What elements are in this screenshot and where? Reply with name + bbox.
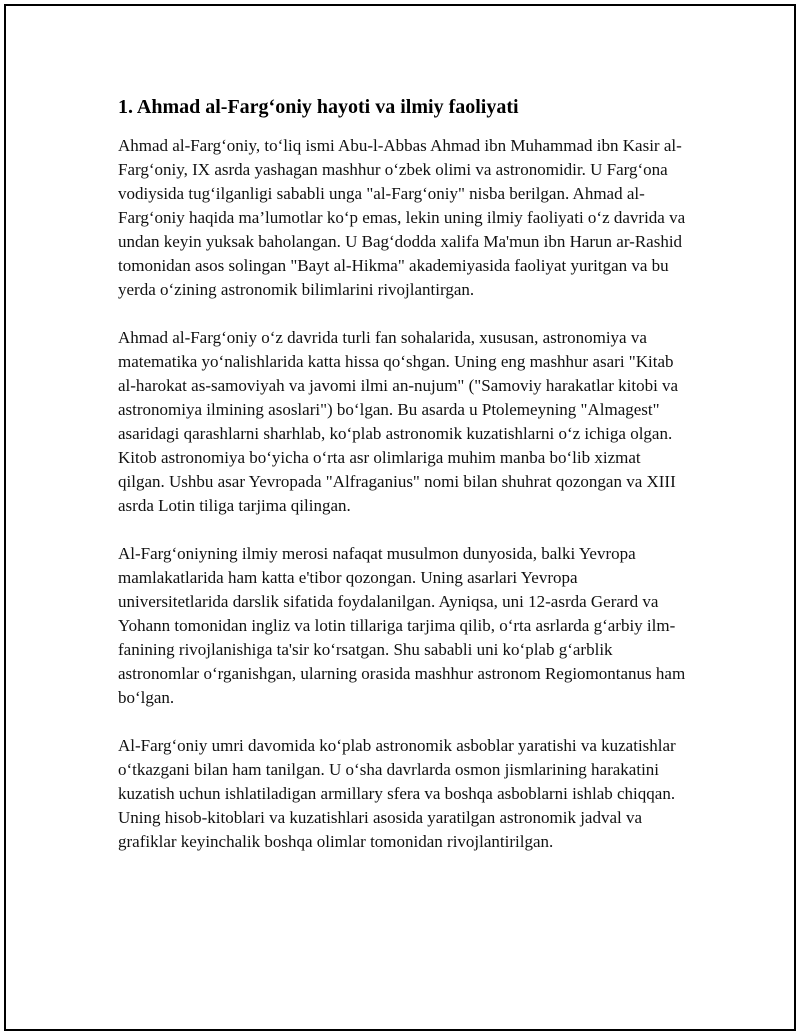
- paragraph-4: Al-Farg‘oniy umri davomida ko‘plab astronomik asboblar yaratishi va kuzatishlar o‘tkazgani bilan ham tanilgan. U o‘sha davrlarda osmon jismlarining harakatini kuzatish uchun ishlatiladigan armillary sfera va boshqa asboblarni ishlab chiqqan. Uning hisob-kitoblari va kuzatishlari asosida yaratilgan astronomik jadval va grafiklar keyinchalik boshqa olimlar tomonidan rivojlantirilgan.: [118, 736, 676, 851]
- section-heading: 1. Ahmad al-Farg‘oniy hayoti va ilmiy faoliyati: [118, 96, 519, 118]
- paragraph-1: Ahmad al-Farg‘oniy, to‘liq ismi Abu-l-Abbas Ahmad ibn Muhammad ibn Kasir al-Farg‘oniy, IX asrda yashagan mashhur o‘zbek olimi va astronomidir. U Farg‘ona vodiysida tug‘ilganligi sababli unga "al-Farg‘oniy" nisba berilgan. Ahmad al-Farg‘oniy haqida ma’lumotlar ko‘p emas, lekin uning ilmiy faoliyati o‘z davrida va undan keyin yuksak baholangan. U Bag‘dodda xalifa Ma'mun ibn Harun ar-Rashid tomonidan asos solingan "Bayt al-Hikma" akademiyasida faoliyat yuritgan va bu yerda o‘zining astronomik bilimlarini rivojlantirgan.: [118, 136, 686, 299]
- document-body: [116, 94, 686, 878]
- paragraph-3: Al-Farg‘oniyning ilmiy merosi nafaqat musulmon dunyosida, balki Yevropa mamlakatlarida ham katta e'tibor qozongan. Uning asarlari Yevropa universitetlarida darslik sifatida foydalanilgan. Ayniqsa, uni 12-asrda Gerard va Yohann tomonidan ingliz va lotin tillariga tarjima qilib, o‘rta asrlarda g‘arbiy ilm-fanining rivojlanishiga ta'sir ko‘rsatgan. Shu sababli uni ko‘plab g‘arblik astronomlar o‘rganishgan, ularning orasida mashhur astronom Regiomontanus ham bo‘lgan.: [118, 544, 686, 707]
- paragraph-2: Ahmad al-Farg‘oniy o‘z davrida turli fan sohalarida, xususan, astronomiya va matematika yo‘nalishlarida katta hissa qo‘shgan. Uning eng mashhur asari "Kitab al-harokat as-samoviyah va javomi ilmi an-nujum" ("Samoviy harakatlar kitobi va astronomiya ilmining asoslari") bo‘lgan. Bu asarda u Ptolemeyning "Almagest" asaridagi qarashlarni sharhlab, ko‘plab astronomik kuzatishlarni o‘z ichiga olgan. Kitob astronomiya bo‘yicha o‘rta asr olimlariga muhim manba bo‘lib xizmat qilgan. Ushbu asar Yevropada "Alfraganius" nomi bilan shuhrat qozongan va XIII asrda Lotin tiliga tarjima qilingan.: [118, 328, 679, 515]
